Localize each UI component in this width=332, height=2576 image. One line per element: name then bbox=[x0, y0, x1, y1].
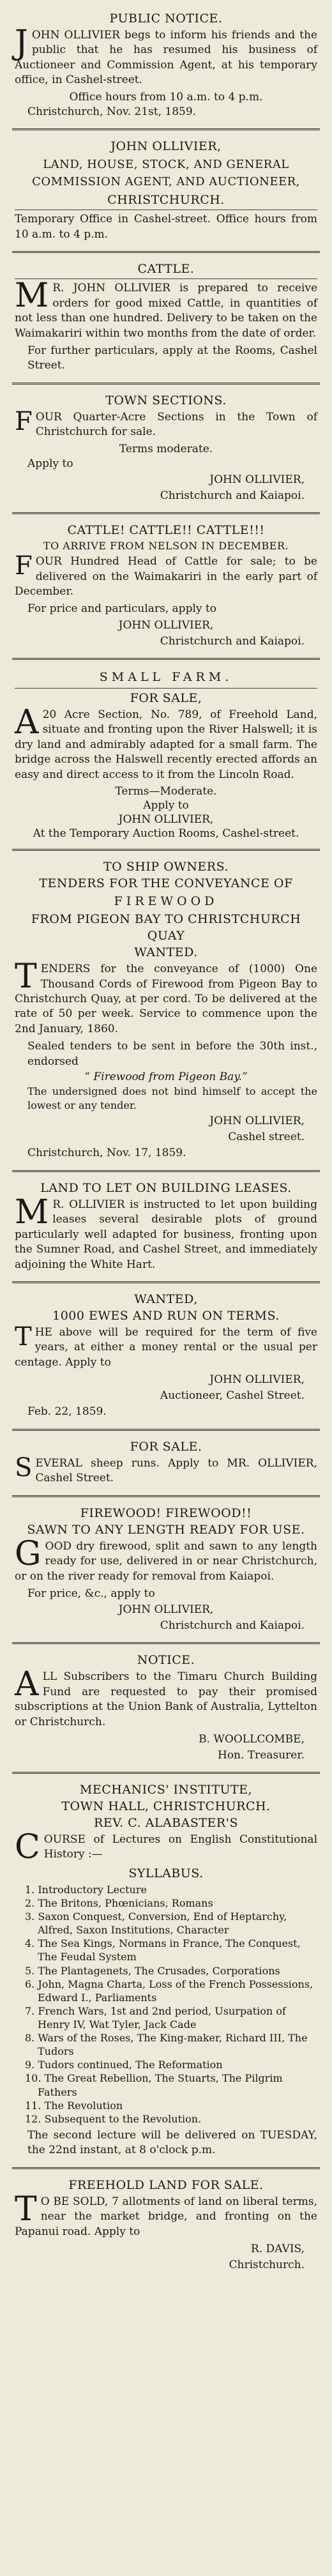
ad-body-extra: For further particulars, apply at the Rooms, Cashel Street. bbox=[27, 344, 317, 372]
divider bbox=[12, 1642, 320, 1644]
ad-heading: SMALL FARM. bbox=[99, 669, 233, 684]
drop-cap: M bbox=[15, 277, 49, 316]
ad-body: Temporary Office in Cashel-street. Office hours from 10 a.m. to 4 p.m. bbox=[15, 213, 317, 241]
drop-cap: T bbox=[15, 2190, 37, 2229]
drop-cap: T bbox=[15, 957, 37, 996]
ad-subheading: 1000 EWES AND RUN ON TERMS. bbox=[52, 1309, 280, 1323]
divider bbox=[12, 2167, 320, 2169]
ad-body-extra: The second lecture will be delivered on TUESDAY, the 22nd instant, at 8 o'clock p.m. bbox=[27, 2128, 317, 2157]
divider bbox=[12, 1281, 320, 1283]
newspaper-column bbox=[10, 0, 322, 2576]
signature-name: B. WOOLLCOMBE, bbox=[199, 1733, 305, 1746]
agent-name: JOHN OLLIVIER, bbox=[110, 139, 222, 154]
ad-body: F OUR Quarter-Acre Sections in the Town of Christchurch for sale. bbox=[15, 406, 317, 439]
divider bbox=[12, 251, 320, 253]
apply-to: Apply to bbox=[143, 799, 189, 812]
ad-date: Christchurch, Nov. 17, 1859. bbox=[27, 1147, 186, 1160]
syllabus-heading: SYLLABUS. bbox=[128, 1866, 204, 1880]
signature-place: Auctioneer, Cashel Street. bbox=[160, 1389, 305, 1403]
signature-name: JOHN OLLIVIER, bbox=[209, 1373, 305, 1387]
list-item: 7. French Wars, 1st and 2nd period, Usurpation of Henry IV, Wat Tyler, Jack Cade bbox=[25, 2004, 286, 2031]
divider bbox=[12, 383, 320, 385]
ad-terms: Terms—Moderate. bbox=[115, 785, 217, 798]
agent-card-ad bbox=[12, 133, 320, 248]
ad-body-extra: Sealed tenders to be sent in before the 30th inst., endorsed bbox=[27, 1040, 317, 1068]
ad-heading: WANTED, bbox=[134, 1292, 198, 1306]
ad-body: T ENDERS for the conveyance of (1000) One Thousand Cords of Firewood from Pigeon Bay to Christchurch Quay, at per cord. To be delivered at the rate of 50 per week. Service to commence upon the 2nd January, 1860. bbox=[15, 957, 317, 1035]
signature-place: Christchurch and Kaiapoi. bbox=[160, 489, 305, 503]
ad-body: A 20 Acre Section, No. 789, of Freehold Land, situate and fronting upon the River Halswell; it is dry land and admirably adapted for a small farm. The bridge across the Halswell recently erected affords an easy and direct access to it from the Lincoln Road. bbox=[15, 703, 317, 781]
ad-body: T O BE SOLD, 7 allotments of land on liberal terms, near the market bridge, and fronting on the Papanui road. Apply to bbox=[15, 2190, 317, 2238]
drop-cap: A bbox=[15, 703, 39, 742]
building-leases-ad bbox=[12, 1175, 320, 1279]
divider bbox=[15, 278, 317, 279]
church-fund-ad bbox=[12, 1647, 320, 1769]
agent-place: CHRISTCHURCH. bbox=[107, 193, 225, 208]
signature-place: Cashel street. bbox=[228, 1131, 305, 1144]
ad-heading: TOWN SECTIONS. bbox=[105, 393, 227, 408]
ad-subheading: FIREWOOD bbox=[114, 894, 218, 909]
ad-body-extra: For price, &c., apply to bbox=[27, 1587, 155, 1600]
ad-body-extra: For price and particulars, apply to bbox=[27, 602, 216, 616]
agent-title: LAND, HOUSE, STOCK, AND GENERAL COMMISSION AGENT, AND AUCTIONEER, bbox=[32, 158, 300, 189]
list-item: 3. Saxon Conquest, Conversion, End of Heptarchy, Alfred, Saxon Institutions, Character bbox=[25, 1910, 287, 1937]
ad-body-extra: The undersigned does not bind himself to accept the lowest or any tender. bbox=[27, 1085, 317, 1112]
list-item: 4. The Sea Kings, Normans in France, The Conquest, The Feudal System bbox=[25, 1937, 301, 1963]
ad-subheading: REV. C. ALABASTER'S bbox=[94, 1815, 238, 1830]
ad-subheading: TOWN HALL, CHRISTCHURCH. bbox=[61, 1799, 271, 1813]
list-item: 5. The Plantagenets, The Crusades, Corporations bbox=[25, 1964, 280, 1977]
drop-cap: T bbox=[15, 1322, 32, 1352]
drop-cap: S bbox=[15, 1452, 33, 1482]
ewes-wanted-ad bbox=[12, 1286, 320, 1426]
divider bbox=[12, 1170, 320, 1172]
ad-body: J OHN OLLIVIER begs to inform his friends and the public that he has resumed his business of Auctioneer and Commission Agent, at his temporary office, in Cashel-street. bbox=[15, 24, 317, 87]
ad-subheading: FOR SALE, bbox=[130, 690, 202, 705]
signature-place: At the Temporary Auction Rooms, Cashel-street. bbox=[33, 827, 299, 841]
signature-place: Christchurch and Kaiapoi. bbox=[160, 1619, 305, 1633]
ad-heading: MECHANICS' INSTITUTE, bbox=[79, 1782, 253, 1797]
divider bbox=[12, 512, 320, 514]
ad-subheading: TO ARRIVE FROM NELSON IN DECEMBER. bbox=[43, 540, 289, 553]
ad-date: Christchurch, Nov. 21st, 1859. bbox=[27, 105, 197, 118]
ad-body: G OOD dry firewood, split and sawn to any length ready for use, delivered in or near Christchurch, or on the river ready for removal from Kaiapoi. bbox=[15, 1534, 317, 1583]
divider bbox=[12, 1772, 320, 1774]
ad-heading: TO SHIP OWNERS. bbox=[103, 860, 229, 874]
ad-subheading: FROM PIGEON BAY TO CHRISTCHURCH bbox=[31, 912, 301, 927]
town-sections-ad bbox=[12, 387, 320, 510]
ad-body: F OUR Hundred Head of Cattle for sale; to be delivered on the Waimakariri in the early part of December. bbox=[15, 551, 317, 598]
ad-heading: LAND TO LET ON BUILDING LEASES. bbox=[40, 1180, 292, 1195]
list-item: 12. Subsequent to the Revolution. bbox=[25, 2112, 202, 2125]
ad-body: S EVERAL sheep runs. Apply to MR. OLLIVIER, Cashel Street. bbox=[15, 1452, 317, 1485]
divider bbox=[12, 849, 320, 851]
list-item: 9. Tudors continued, The Reformation bbox=[25, 2059, 223, 2071]
drop-cap: A bbox=[15, 1665, 39, 1704]
public-notice-ad bbox=[12, 5, 320, 126]
signature-name: JOHN OLLIVIER, bbox=[118, 813, 214, 827]
ad-heading: CATTLE. bbox=[137, 262, 195, 277]
ad-body: M R. JOHN OLLIVIER is prepared to receive orders for good mixed Cattle, in quantities of not less than one hundred. Delivery to be taken on the Waimakariri within two months from the date of order. bbox=[15, 277, 317, 340]
ad-subheading: TENDERS FOR THE CONVEYANCE OF bbox=[39, 876, 293, 891]
endorsement-quote: “ Firewood from Pigeon Bay.” bbox=[84, 1071, 248, 1084]
ad-heading: FOR SALE. bbox=[130, 1439, 202, 1454]
signature-place: Hon. Treasurer. bbox=[218, 1749, 305, 1762]
signature-place: Christchurch. bbox=[229, 2259, 305, 2272]
ad-body: M R. OLLIVIER is instructed to let upon building leases several desirable plots of ground particularly well adapted for business, fronting upon the Sumner Road, and Cashel Street, and immediately adjoining the White Hart. bbox=[15, 1193, 317, 1271]
list-item: 2. The Britons, Phœnicians, Romans bbox=[25, 1896, 213, 1909]
ad-heading: PUBLIC NOTICE. bbox=[109, 11, 223, 26]
cattle-ad bbox=[12, 255, 320, 380]
freehold-land-ad bbox=[12, 2172, 320, 2279]
divider bbox=[15, 688, 317, 689]
ad-body: T HE above will be required for the term of five years, at either a money rental or the usual per centage. Apply to bbox=[15, 1322, 317, 1369]
cattle-nelson-ad bbox=[12, 517, 320, 655]
list-item: 6. John, Magna Charta, Loss of the French Possessions, Edward I., Parliaments bbox=[25, 1978, 313, 2004]
list-item: 11. The Revolution bbox=[25, 2099, 123, 2112]
drop-cap: F bbox=[15, 406, 33, 436]
divider bbox=[12, 128, 320, 130]
ad-body: C OURSE of Lectures on English Constitutional History :— bbox=[15, 1827, 317, 1866]
ad-heading: CATTLE! CATTLE!! CATTLE!!! bbox=[67, 523, 265, 538]
signature-place: Christchurch and Kaiapoi. bbox=[160, 634, 305, 648]
ad-subheading: WANTED. bbox=[134, 945, 198, 960]
signature-name: JOHN OLLIVIER, bbox=[209, 473, 305, 487]
ad-terms: Terms moderate. bbox=[119, 442, 213, 455]
drop-cap: C bbox=[15, 1827, 40, 1866]
divider bbox=[12, 1429, 320, 1431]
ad-subheading: QUAY bbox=[147, 929, 185, 943]
drop-cap: J bbox=[15, 24, 28, 62]
firewood-ad bbox=[12, 1500, 320, 1640]
ad-date: Feb. 22, 1859. bbox=[27, 1405, 107, 1419]
ad-body: A LL Subscribers to the Timaru Church Building Fund are requested to pay their promised subscriptions at the Union Bank of Australia, Lyttelton or Christchurch. bbox=[15, 1665, 317, 1728]
signature-name: R. DAVIS, bbox=[250, 2243, 305, 2256]
apply-to: Apply to bbox=[27, 457, 73, 470]
drop-cap: M bbox=[15, 1193, 49, 1231]
divider bbox=[12, 658, 320, 660]
ad-heading: FREEHOLD LAND FOR SALE. bbox=[68, 2177, 264, 2192]
list-item: 10. The Great Rebellion, The Stuarts, The Pilgrim Fathers bbox=[25, 2072, 283, 2098]
ad-heading: NOTICE. bbox=[137, 1653, 195, 1668]
lectures-ad bbox=[12, 1776, 320, 2165]
syllabus-list bbox=[15, 1883, 317, 2126]
drop-cap: F bbox=[15, 551, 33, 581]
firewood-tender-ad bbox=[12, 853, 320, 1168]
signature-name: JOHN OLLIVIER, bbox=[209, 1115, 305, 1128]
small-farm-ad bbox=[12, 662, 320, 846]
drop-cap: G bbox=[15, 1534, 42, 1573]
office-hours: Office hours from 10 a.m. to 4 p.m. bbox=[69, 90, 263, 103]
list-item: 1. Introductory Lecture bbox=[25, 1883, 147, 1896]
ad-heading: FIREWOOD! FIREWOOD!! bbox=[80, 1505, 252, 1520]
ad-subheading: SAWN TO ANY LENGTH READY FOR USE. bbox=[27, 1522, 305, 1537]
signature-name: JOHN OLLIVIER, bbox=[118, 1603, 214, 1617]
divider bbox=[12, 1495, 320, 1497]
list-item: 8. Wars of the Roses, The King-maker, Richard III, The Tudors bbox=[25, 2032, 308, 2058]
sheep-runs-ad bbox=[12, 1433, 320, 1493]
signature-name: JOHN OLLIVIER, bbox=[118, 618, 214, 632]
